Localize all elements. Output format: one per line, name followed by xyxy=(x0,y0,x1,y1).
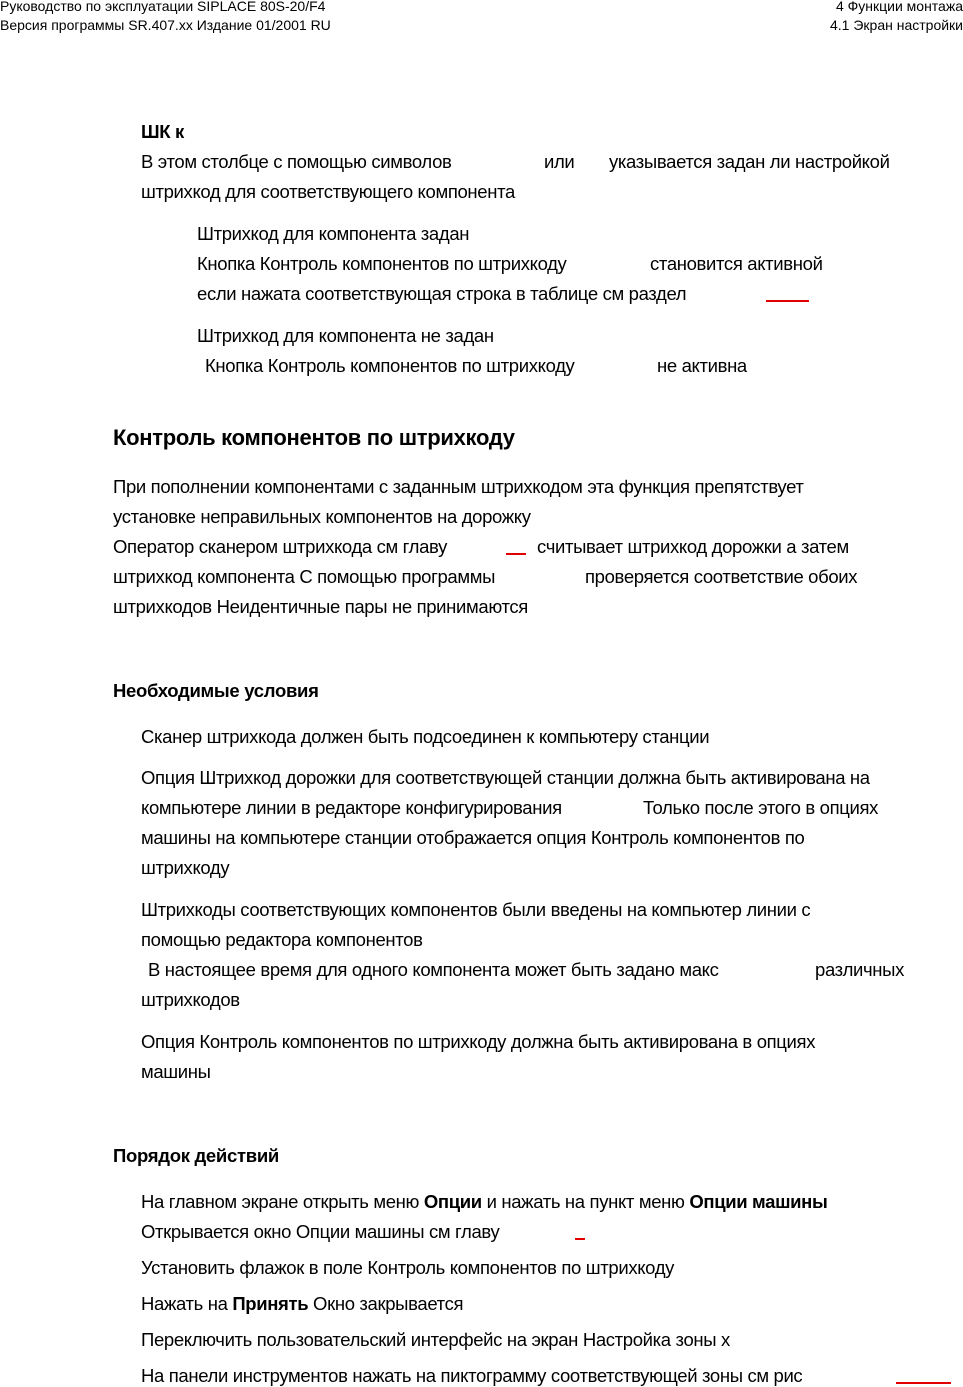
shk-desc-part1: В этом столбце с помощью символов xyxy=(141,151,452,172)
condition-3-line1: Штрихкоды соответствующих компонентов были введены на компьютер линии с xyxy=(141,899,811,920)
condition-2-line3: машины на компьютере станции отображается опция Контроль компонентов по xyxy=(141,827,805,848)
shk-set-line3: если нажата соответствующая строка в таблице см раздел xyxy=(197,283,687,304)
shk-notset-line2-part2: не активна xyxy=(657,355,747,376)
section-paragraph-line4-part2: проверяется соответствие обоих xyxy=(585,566,858,587)
shk-set-line2-part2: становится активной xyxy=(650,253,823,274)
condition-2-line2-part1: компьютере линии в редакторе конфигурирования xyxy=(141,797,562,818)
chapter-reference-link[interactable] xyxy=(506,553,526,555)
section-reference-link[interactable] xyxy=(766,300,809,302)
procedure-step-2: Установить флажок в поле Контроль компонентов по штрихкоду xyxy=(141,1257,675,1278)
header-version: Версия программы SR.407.xx Издание 01/2001 RU xyxy=(0,17,331,33)
section-paragraph-line5: штрихкодов Неидентичные пары не принимаются xyxy=(113,596,528,617)
condition-4-line2: машины xyxy=(141,1061,211,1082)
shk-notset-line2-part1: Кнопка Контроль компонентов по штрихкоду xyxy=(205,355,575,376)
step-1-text-b: и нажать на пункт меню xyxy=(486,1191,685,1212)
condition-1: Сканер штрихкода должен быть подсоединен к компьютеру станции xyxy=(141,726,710,747)
step-3-text-a: Нажать на xyxy=(141,1293,228,1314)
procedure-heading: Порядок действий xyxy=(113,1145,279,1166)
condition-3-line2: помощью редактора компонентов xyxy=(141,929,423,950)
menu-options-label: Опции xyxy=(423,1191,482,1212)
shk-set-line2-part1: Кнопка Контроль компонентов по штрихкоду xyxy=(197,253,567,274)
condition-2-line2-part2: Только после этого в опциях xyxy=(643,797,879,818)
header-chapter: 4 Функции монтажа xyxy=(835,0,963,14)
section-paragraph-line2: установке неправильных компонентов на дорожку xyxy=(113,506,531,527)
condition-2-line4: штрихкоду xyxy=(141,857,230,878)
condition-3-line3-part2: различных xyxy=(815,959,905,980)
condition-3-line3-part1: В настоящее время для одного компонента может быть задано макс xyxy=(148,959,719,980)
shk-title: ШК к xyxy=(141,121,184,142)
procedure-step-1-line1 xyxy=(141,1191,827,1213)
shk-desc-part2: или xyxy=(544,151,575,172)
procedure-step-4: Переключить пользовательский интерфейс на экран Настройка зоны х xyxy=(141,1329,730,1350)
step-3-text-b: Окно закрывается xyxy=(313,1293,464,1314)
shk-desc-part3: указывается задан ли настройкой xyxy=(609,151,890,172)
section-paragraph-line3-part1: Оператор сканером штрихкода см главу xyxy=(113,536,448,557)
section-paragraph-line3-part2: считывает штрихкод дорожки а затем xyxy=(537,536,849,557)
chapter-reference-link-2[interactable] xyxy=(575,1238,585,1240)
conditions-heading: Необходимые условия xyxy=(113,680,319,701)
step-1-text-a: На главном экране открыть меню xyxy=(141,1191,420,1212)
procedure-step-1-line2: Открывается окно Опции машины см главу xyxy=(141,1221,500,1242)
shk-set-line1: Штрихкод для компонента задан xyxy=(197,223,470,244)
condition-3-line4: штрихкодов xyxy=(141,989,240,1010)
condition-2-line1: Опция Штрихкод дорожки для соответствующей станции должна быть активирована на xyxy=(141,767,870,788)
condition-4-line1: Опция Контроль компонентов по штрихкоду должна быть активирована в опциях xyxy=(141,1031,816,1052)
procedure-step-5: На панели инструментов нажать на пиктограмму соответствующей зоны см рис xyxy=(141,1365,803,1386)
section-heading: Контроль компонентов по штрихкоду xyxy=(113,425,515,450)
section-paragraph-line4-part1: штрихкод компонента С помощью программы xyxy=(113,566,496,587)
section-paragraph-line1: При пополнении компонентами с заданным штрихкодом эта функция препятствует xyxy=(113,476,804,497)
shk-desc-line2: штрихкод для соответствующего компонента xyxy=(141,181,515,202)
header-section: 4.1 Экран настройки xyxy=(830,17,963,33)
figure-reference-link[interactable] xyxy=(896,1382,951,1384)
header-manual-title: Руководство по эксплуатации SIPLACE 80S-20/F4 xyxy=(0,0,326,14)
accept-button-label: Принять xyxy=(232,1293,309,1314)
menu-machine-options-label: Опции машины xyxy=(689,1191,828,1212)
procedure-step-3 xyxy=(141,1293,463,1315)
shk-notset-line1: Штрихкод для компонента не задан xyxy=(197,325,494,346)
